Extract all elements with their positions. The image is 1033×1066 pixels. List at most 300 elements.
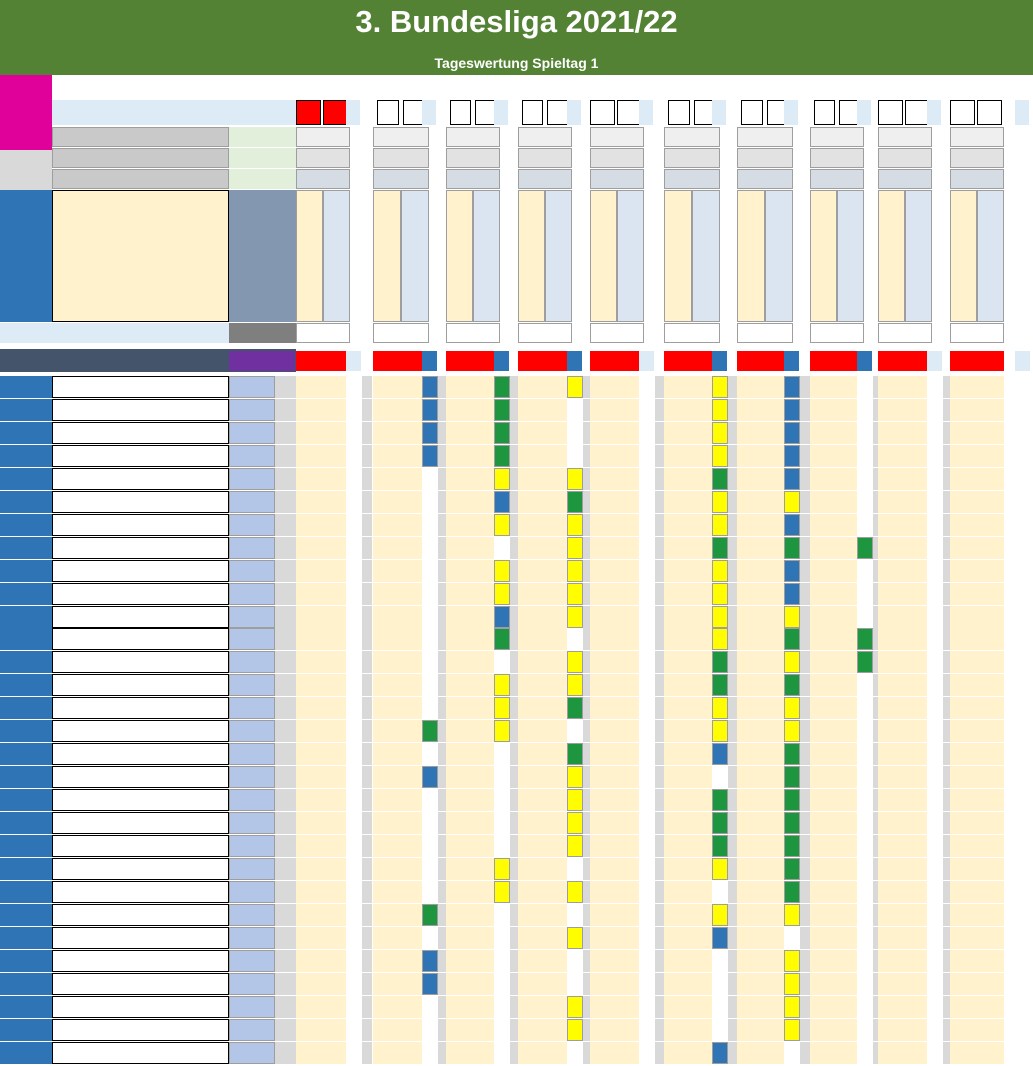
tipps-remis <box>950 148 1004 168</box>
runde-label <box>0 125 52 150</box>
player-tipp <box>950 927 1004 949</box>
player-score <box>229 468 275 490</box>
tipp-points <box>567 904 583 926</box>
player-tipp <box>446 376 500 398</box>
player-tipp <box>296 789 350 811</box>
player-tipp <box>518 973 572 995</box>
player-tipp <box>296 651 350 673</box>
tipps-heim <box>446 127 500 147</box>
tipp-points <box>1015 835 1031 857</box>
tipp-points <box>494 789 510 811</box>
posting-number <box>0 1019 52 1041</box>
gap-cell <box>800 376 810 398</box>
player-score <box>229 950 275 972</box>
player-goals <box>275 651 296 673</box>
tipp-points <box>494 628 510 650</box>
tipps-remis <box>664 148 720 168</box>
player-tipp <box>950 1019 1004 1041</box>
match-date <box>864 85 938 99</box>
player-tipp <box>446 881 500 903</box>
player-score <box>229 973 275 995</box>
player-name <box>52 835 229 857</box>
tipp-points <box>784 537 800 559</box>
player-tipp <box>810 514 864 536</box>
tipp-points <box>639 376 655 398</box>
tipp-points <box>1015 904 1031 926</box>
tipp-points <box>927 376 943 398</box>
tipps-aus <box>446 169 500 189</box>
tipp-points <box>712 950 728 972</box>
player-tipp <box>950 697 1004 719</box>
player-tipp <box>518 1042 572 1064</box>
player-tipp <box>518 812 572 834</box>
tipp-points <box>422 560 438 582</box>
tipp-points <box>422 973 438 995</box>
gap-cell <box>800 996 810 1018</box>
player-score <box>229 491 275 513</box>
player-tipp <box>878 537 932 559</box>
home-goal-box <box>522 100 543 125</box>
tipp-points <box>346 720 362 742</box>
player-tipp <box>590 881 644 903</box>
tipp-points <box>422 583 438 605</box>
player-name <box>52 904 229 926</box>
player-name <box>52 399 229 421</box>
tipp-points <box>857 628 873 650</box>
tipp-points <box>639 950 655 972</box>
player-tipp <box>446 651 500 673</box>
home-team <box>664 190 692 322</box>
tipp-points <box>494 697 510 719</box>
result-points <box>346 351 361 371</box>
player-goals <box>275 445 296 467</box>
player-tipp <box>446 445 500 467</box>
player-name <box>52 973 229 995</box>
player-tipp <box>518 491 572 513</box>
player-goals <box>275 422 296 444</box>
tipp-points <box>567 881 583 903</box>
player-tipp <box>878 697 932 719</box>
player-tipp <box>296 858 350 880</box>
tipp-points <box>494 422 510 444</box>
tipp-points <box>857 950 873 972</box>
player-tipp <box>446 491 500 513</box>
tipp-points <box>567 422 583 444</box>
away-team <box>905 190 932 322</box>
player-tipp <box>950 376 1004 398</box>
player-name <box>52 812 229 834</box>
tipps-aus <box>296 169 350 189</box>
tipp-points <box>346 812 362 834</box>
player-tipp <box>518 743 572 765</box>
player-tipp <box>518 583 572 605</box>
player-tipp <box>590 491 644 513</box>
gap-cell <box>362 1019 372 1041</box>
player-tipp <box>518 835 572 857</box>
player-tipp <box>810 950 864 972</box>
tipp-points <box>1015 950 1031 972</box>
home-goal-box <box>590 100 615 125</box>
posting-number <box>0 697 52 719</box>
player-tipp <box>296 491 350 513</box>
tipps-remis <box>737 148 793 168</box>
tipps-aus <box>373 169 429 189</box>
tipps-heim <box>664 127 720 147</box>
tipp-points <box>422 996 438 1018</box>
gap-cell <box>800 881 810 903</box>
gap-cell <box>362 835 372 857</box>
tipp-points <box>857 514 873 536</box>
tipp-points <box>346 628 362 650</box>
separator-cell <box>927 100 941 125</box>
tipp-points <box>784 606 800 628</box>
player-tipp <box>373 1042 429 1064</box>
tipp-points <box>639 514 655 536</box>
player-score <box>229 720 275 742</box>
tipp-points <box>422 927 438 949</box>
player-tipp <box>296 445 350 467</box>
tipp-points <box>567 996 583 1018</box>
tipp-points <box>494 927 510 949</box>
tipps-heim <box>950 127 1004 147</box>
match-sum <box>590 323 644 343</box>
separator-cell <box>784 100 798 125</box>
tipp-points <box>346 835 362 857</box>
player-tipp <box>446 560 500 582</box>
tipp-points <box>1015 606 1031 628</box>
tipp-points <box>567 468 583 490</box>
tipp-points <box>927 996 943 1018</box>
player-tipp <box>373 835 429 857</box>
player-tipp <box>950 881 1004 903</box>
tipp-points <box>422 651 438 673</box>
tipp-points <box>1015 583 1031 605</box>
player-tipp <box>810 491 864 513</box>
tipp-points <box>346 468 362 490</box>
tipp-points <box>857 858 873 880</box>
gap-cell <box>362 491 372 513</box>
player-score <box>229 537 275 559</box>
player-tipp <box>810 996 864 1018</box>
tipp-points <box>567 1019 583 1041</box>
player-tipp <box>446 537 500 559</box>
tipp-points <box>712 743 728 765</box>
gap-cell <box>800 537 810 559</box>
tipp-points <box>784 858 800 880</box>
posting-number <box>0 376 52 398</box>
player-tipp <box>878 950 932 972</box>
tipp-points <box>927 720 943 742</box>
gap-cell <box>362 422 372 444</box>
player-tipp <box>296 560 350 582</box>
player-goals <box>275 1019 296 1041</box>
tipp-points <box>927 537 943 559</box>
gap-cell <box>362 606 372 628</box>
match-result <box>518 351 572 371</box>
match-sum <box>296 323 350 343</box>
tipps-aus <box>590 169 644 189</box>
home-team <box>296 190 323 322</box>
tipp-points <box>712 720 728 742</box>
player-tipp <box>810 468 864 490</box>
player-tipp <box>810 1019 864 1041</box>
player-tipp <box>590 835 644 857</box>
tipp-points <box>346 606 362 628</box>
posting-number <box>0 491 52 513</box>
player-tipp <box>373 904 429 926</box>
separator-cell <box>494 100 508 125</box>
tipp-points <box>712 468 728 490</box>
tipp-points <box>784 583 800 605</box>
tipp-points <box>346 950 362 972</box>
tipp-points <box>639 812 655 834</box>
gap-cell <box>362 789 372 811</box>
player-score <box>229 583 275 605</box>
player-tipp <box>878 904 932 926</box>
player-name <box>52 674 229 696</box>
gap-cell <box>800 560 810 582</box>
gap-cell <box>800 812 810 834</box>
player-tipp <box>296 376 350 398</box>
tipp-points <box>784 927 800 949</box>
gap-cell <box>362 904 372 926</box>
tipp-points <box>346 583 362 605</box>
tipp-points <box>1015 560 1031 582</box>
tipp-points <box>494 1019 510 1041</box>
away-goal-box <box>475 100 496 125</box>
tipp-points <box>1015 789 1031 811</box>
away-team <box>617 190 644 322</box>
tipp-points <box>927 881 943 903</box>
player-tipp <box>950 812 1004 834</box>
gap-cell <box>362 996 372 1018</box>
gap-cell <box>800 927 810 949</box>
player-tipp <box>296 1019 350 1041</box>
player-score <box>229 560 275 582</box>
home-goal-box <box>296 100 321 125</box>
player-name <box>52 468 229 490</box>
gap-cell <box>362 743 372 765</box>
tipp-points <box>639 491 655 513</box>
tipps-heim <box>737 127 793 147</box>
tipp-points <box>712 927 728 949</box>
posting-number <box>0 445 52 467</box>
player-tipp <box>518 445 572 467</box>
player-goals <box>275 996 296 1018</box>
home-goal-box <box>741 100 763 125</box>
tipp-points <box>927 835 943 857</box>
player-tipp <box>950 628 1004 650</box>
tipp-points <box>784 950 800 972</box>
tipp-points <box>494 651 510 673</box>
tipp-points <box>784 789 800 811</box>
tipp-points <box>712 1019 728 1041</box>
tipp-points <box>857 651 873 673</box>
away-goal-box <box>323 100 348 125</box>
player-goals <box>275 1042 296 1064</box>
tipps-label <box>52 127 229 147</box>
gap-cell <box>800 720 810 742</box>
player-tipp <box>518 950 572 972</box>
player-tipp <box>518 422 572 444</box>
gap-cell <box>800 514 810 536</box>
tipp-points <box>346 514 362 536</box>
player-tipp <box>810 835 864 857</box>
tipp-points <box>712 537 728 559</box>
tipp-points <box>422 766 438 788</box>
player-tipp <box>950 491 1004 513</box>
tipp-points <box>784 399 800 421</box>
tipp-points <box>567 858 583 880</box>
tipp-points <box>639 628 655 650</box>
player-tipp <box>446 628 500 650</box>
tipp-points <box>494 399 510 421</box>
runde-blank <box>0 150 52 190</box>
player-name <box>52 766 229 788</box>
player-goals <box>275 858 296 880</box>
home-team <box>590 190 617 322</box>
tipp-points <box>567 651 583 673</box>
tipp-points <box>422 835 438 857</box>
player-tipp <box>518 766 572 788</box>
tipp-points <box>784 422 800 444</box>
player-tipp <box>810 399 864 421</box>
tipp-points <box>784 812 800 834</box>
gap-cell <box>362 674 372 696</box>
tipp-points <box>422 376 438 398</box>
player-tipp <box>518 674 572 696</box>
tipp-points <box>567 927 583 949</box>
posting-number <box>0 674 52 696</box>
posting-number <box>0 606 52 628</box>
player-tipp <box>810 789 864 811</box>
tipp-points <box>639 720 655 742</box>
player-tipp <box>810 720 864 742</box>
player-tipp <box>590 651 644 673</box>
player-tipp <box>446 789 500 811</box>
player-score <box>229 628 275 650</box>
player-score <box>229 1042 275 1064</box>
player-tipp <box>373 973 429 995</box>
posting-number <box>0 468 52 490</box>
player-score <box>229 812 275 834</box>
player-tipp <box>518 399 572 421</box>
tipp-points <box>1015 996 1031 1018</box>
player-score <box>229 606 275 628</box>
tipp-points <box>1015 422 1031 444</box>
tipp-points <box>857 491 873 513</box>
gap-cell <box>800 743 810 765</box>
tipp-points <box>712 674 728 696</box>
posting-number <box>0 766 52 788</box>
gap-cell <box>362 514 372 536</box>
player-tipp <box>446 904 500 926</box>
tipp-points <box>784 628 800 650</box>
match-sum <box>446 323 500 343</box>
tipp-points <box>784 973 800 995</box>
tipp-points <box>857 422 873 444</box>
player-score <box>229 858 275 880</box>
player-goals <box>275 973 296 995</box>
player-tipp <box>810 881 864 903</box>
tipp-points <box>857 674 873 696</box>
gap-cell <box>362 583 372 605</box>
player-goals <box>275 376 296 398</box>
player-tipp <box>878 468 932 490</box>
home-goal-box <box>950 100 975 125</box>
player-name <box>52 950 229 972</box>
gap-cell <box>800 445 810 467</box>
tipp-points <box>422 858 438 880</box>
player-name <box>52 491 229 513</box>
player-tipp <box>518 697 572 719</box>
home-team <box>878 190 905 322</box>
player-goals <box>275 766 296 788</box>
tipp-points <box>494 766 510 788</box>
tipp-points <box>639 537 655 559</box>
tipp-points <box>784 697 800 719</box>
tipp-points <box>784 491 800 513</box>
player-tipp <box>296 743 350 765</box>
separator-cell <box>422 100 436 125</box>
player-tipp <box>590 422 644 444</box>
tipp-points <box>857 606 873 628</box>
tipp-points <box>494 491 510 513</box>
player-tipp <box>590 720 644 742</box>
player-tipp <box>590 858 644 880</box>
tipps-remis <box>296 148 350 168</box>
player-tipp <box>446 1019 500 1041</box>
player-tipp <box>373 766 429 788</box>
tipps-aus <box>664 169 720 189</box>
player-goals <box>275 697 296 719</box>
tipp-points <box>494 514 510 536</box>
player-tipp <box>950 950 1004 972</box>
player-tipp <box>878 973 932 995</box>
gap-cell <box>800 628 810 650</box>
player-tipp <box>878 491 932 513</box>
tipp-points <box>422 812 438 834</box>
tipp-points <box>712 904 728 926</box>
tipp-points <box>494 468 510 490</box>
verlegt-label <box>296 77 356 102</box>
gap-cell <box>362 537 372 559</box>
player-tipp <box>878 1019 932 1041</box>
tipp-points <box>639 583 655 605</box>
tipps-aus <box>950 169 1004 189</box>
tipp-points <box>857 376 873 398</box>
tipp-points <box>422 789 438 811</box>
player-tipp <box>878 1042 932 1064</box>
tipp-points <box>857 1019 873 1041</box>
player-tipp <box>518 904 572 926</box>
tipp-points <box>784 560 800 582</box>
tipp-points <box>639 881 655 903</box>
tipp-points <box>422 537 438 559</box>
tipp-points <box>712 858 728 880</box>
tipp-points <box>494 743 510 765</box>
tipp-points <box>927 491 943 513</box>
tipp-points <box>567 766 583 788</box>
player-tipp <box>950 560 1004 582</box>
tipp-points <box>1015 468 1031 490</box>
player-tipp <box>373 606 429 628</box>
player-tipp <box>878 445 932 467</box>
posting-number <box>0 858 52 880</box>
player-score <box>229 422 275 444</box>
tipp-points <box>567 399 583 421</box>
match-sum <box>878 323 932 343</box>
